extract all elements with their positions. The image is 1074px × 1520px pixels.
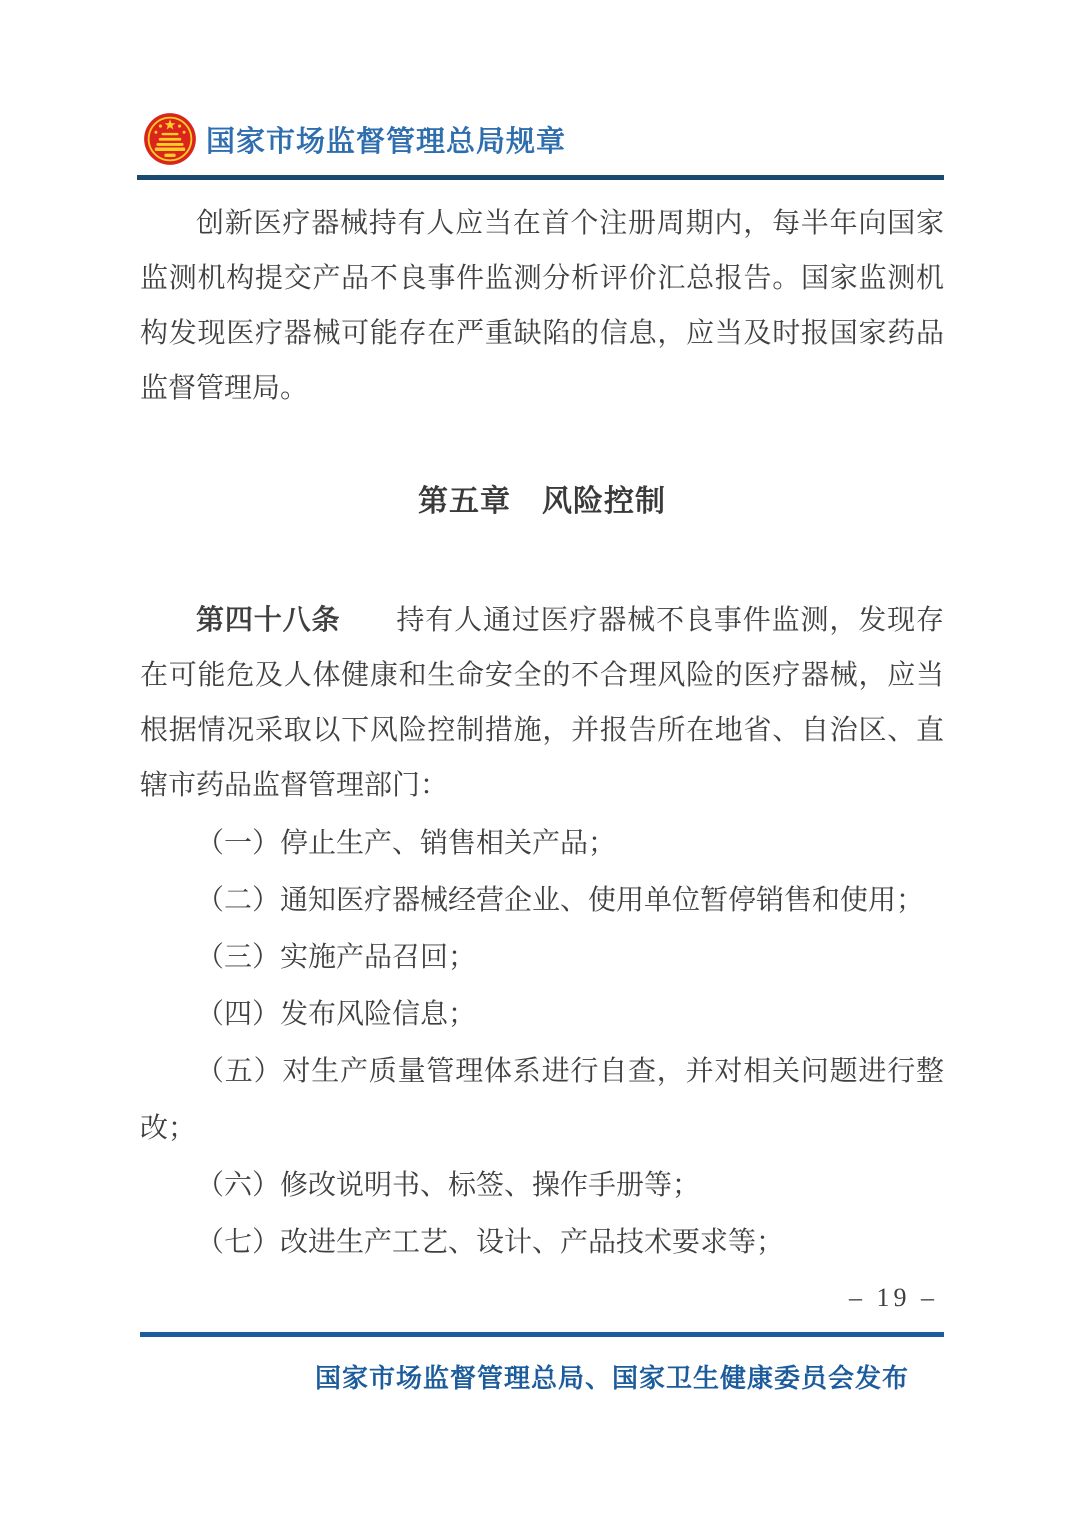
list-item: （三）实施产品召回； (196, 942, 477, 973)
publisher-line: 国家市场监督管理总局、国家卫生健康委员会发布 (314, 1363, 909, 1393)
page-number: – 19 – (849, 1283, 938, 1312)
header-divider (137, 175, 944, 180)
list-item: （一）停止生产、销售相关产品； (196, 828, 617, 859)
document-header (143, 112, 566, 166)
header-title: 国家市场监督管理总局规章 (206, 125, 567, 158)
risk-control-measures-list (140, 815, 944, 1271)
list-item: （四）发布风险信息； (196, 999, 477, 1030)
article-48-paragraph (140, 593, 944, 813)
chapter-heading: 第五章 风险控制 (418, 485, 666, 518)
document-body (140, 196, 944, 1271)
national-emblem-icon (143, 112, 197, 166)
list-item: （二）通知医疗器械经营企业、使用单位暂停销售和使用； (196, 885, 925, 916)
article-number: 第四十八条 (196, 605, 341, 636)
list-item: （七）改进生产工艺、设计、产品技术要求等； (196, 1227, 785, 1258)
intro-paragraph: 创新医疗器械持有人应当在首个注册周期内，每半年向国家监测机构提交产品不良事件监测分析评价汇总报告。国家监测机构发现医疗器械可能存在严重缺陷的信息，应当及时报国家药品监督管理局。 (140, 208, 944, 404)
list-item: （六）修改说明书、标签、操作手册等； (196, 1170, 701, 1201)
footer-divider (140, 1332, 944, 1337)
article-text: 持有人通过医疗器械不良事件监测，发现存在可能危及人体健康和生命安全的不合理风险的医疗器械，应当根据情况采取以下风险控制措施，并报告所在地省、自治区、直辖市药品监督管理部门： (140, 605, 944, 801)
list-item: （五）对生产质量管理体系进行自查，并对相关问题进行整改； (140, 1056, 944, 1144)
